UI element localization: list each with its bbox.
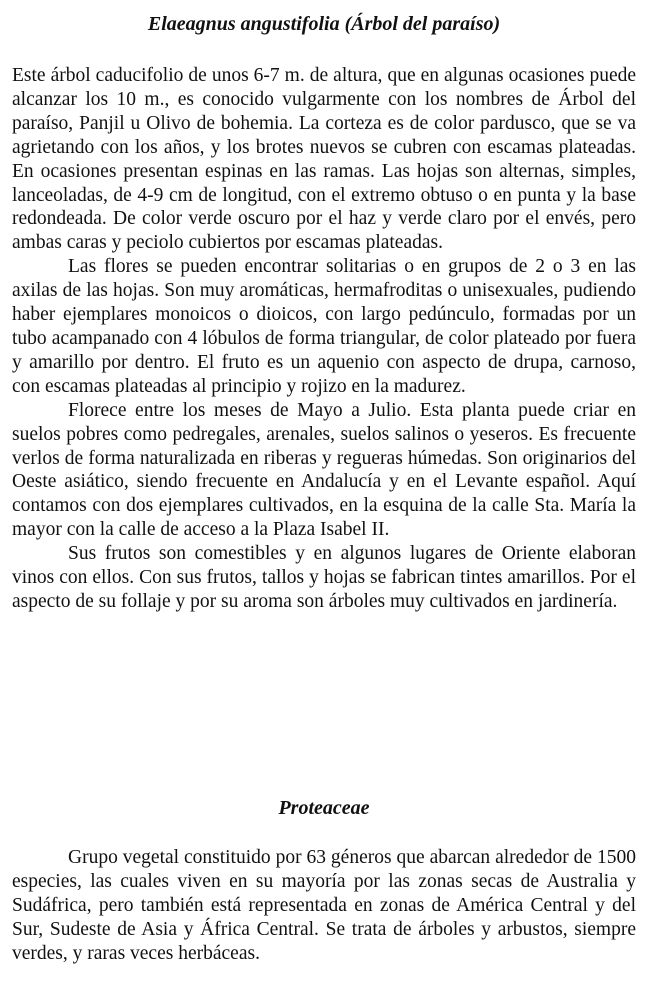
paragraph-flowers: Las flores se pueden encontrar solitarias o en grupos de 2 o 3 en las axilas de las hojas. Son muy aromáticas, hermafroditas o unisexuales, pudiendo haber ejemplares monoicos o dioicos, con largo pedúnculo, formadas por un tubo acampanado con 4 lóbulos de forma triangular, de color plateado por fuera y amarillo por dentro. El fruto es un aquenio con aspecto de drupa, carnoso, con escamas plateadas al principio y rojizo en la madurez.: [12, 256, 636, 397]
section-title: Proteaceae: [278, 797, 370, 819]
section-paragraph: Grupo vegetal constituido por 63 géneros que abarcan alrededor de 1500 especies, las cuales viven en su mayoría por las zonas secas de Australia y Sudáfrica, pero también está representada en zonas de América Central y del Sur, Sudeste de Asia y África Central. Se trata de árboles y arbustos, siempre verdes, y raras veces herbáceas.: [12, 847, 636, 964]
section-body: [12, 846, 636, 966]
article-title: Elaeagnus angustifolia (Árbol del paraíso): [147, 13, 501, 35]
paragraph-description: Este árbol caducifolio de unos 6-7 m. de altura, que en algunas ocasiones puede alcanzar los 10 m., es conocido vulgarmente con los nombres de Árbol del paraíso, Panjil u Olivo de bohemia. La corteza es de color pardusco, que se va agrietando con los años, y los brotes nuevos se cubren con escamas plateadas. En ocasiones presentan espinas en las ramas. Las hojas son alternas, simples, lanceoladas, de 4-9 cm de longitud, con el extremo obtuso o en punta y la base redondeada. De color verde oscuro por el haz y verde claro por el envés, pero ambas caras y peciolo cubiertos por escamas plateadas.: [12, 65, 636, 254]
paragraph-habitat: Florece entre los meses de Mayo a Julio. Esta planta puede criar en suelos pobres como pedregales, arenales, suelos salinos o yeseros. Es frecuente verlos de forma naturalizada en riberas y regueras húmedas. Son originarios del Oeste asiático, siendo frecuente en Andalucía y en el Levante español. Aquí contamos con dos ejemplares cultivados, en la esquina de la calle Sta. María la mayor con la calle de acceso a la Plaza Isabel II.: [12, 399, 636, 541]
article-body: [12, 64, 636, 614]
paragraph-uses: Sus frutos son comestibles y en algunos lugares de Oriente elaboran vinos con ellos. Con sus frutos, tallos y hojas se fabrican tintes amarillos. Por el aspecto de su follaje y por su aroma son árboles muy cultivados en jardinería.: [12, 543, 636, 612]
